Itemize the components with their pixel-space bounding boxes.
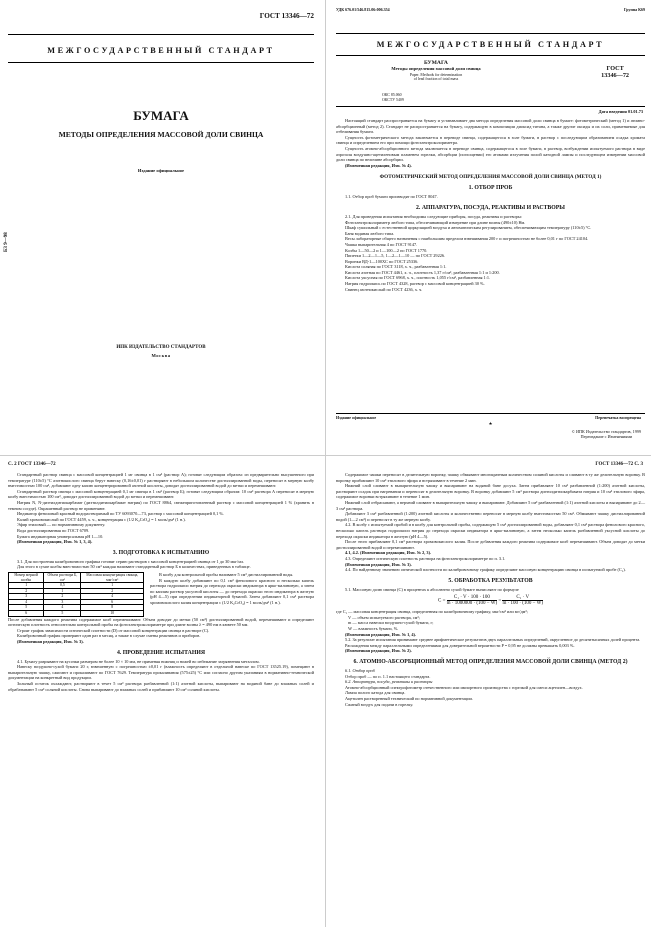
intro-date: Дата введения 01.01.73 xyxy=(598,109,643,114)
section-heading: 4. ПРОВЕДЕНИЕ ИСПЫТАНИЯ xyxy=(116,649,206,656)
formula-numerator: C₁ · V xyxy=(502,595,543,601)
table-cell: 1 xyxy=(9,583,44,589)
paragraph: Для этого в сухие колбы вместимостью 50 см³ каждая наливают стандартный раствор Б в количествах, приведенных в таблице. xyxy=(17,564,251,570)
formula-equals: = xyxy=(498,598,502,604)
intro-paragraph: Сущность атомно-абсорбционного метода заключается в переводе свинца, содержащегося в золе бумаги, в раствор, возбуждении испытуемого раствора в виде аэрозоля воздушно-ацетиленовым пламенем горелки, абсорбции (поглощении) его атомами излучения полой катодной лампы и последующем измерении массовой доли свинца по величине абсорбции. xyxy=(336,145,645,163)
paragraph: 2.1. Для проведения испытания необходимы следующие приборы, посуда, реактивы и растворы: xyxy=(345,213,522,219)
paragraph: Стандартный раствор свинца с массовой концентрацией 0,1 мг свинца в 1 см³ (раствор Б); готовят следующим образом: 10 см³ раствора А переносят в мерную колбу вместимостью 100 см³, доводят дистиллированной водой до метки и перемешивают. xyxy=(8,488,314,500)
paragraph: Калий хромовокислый по ГОСТ 4459, х. ч., концентрация c (1/2 K₂CrO₄) = 1 моль/дм³ (1 н.). xyxy=(17,516,186,522)
page-1-content xyxy=(330,0,651,452)
page-gutter-vertical xyxy=(325,0,326,927)
gost-label: ГОСТ xyxy=(606,65,624,72)
page-gutter-horizontal xyxy=(0,455,651,456)
paragraph: Добавляют 3 см³ разбавленной (1:200) азотной кислоты и количественно переносят в мерную колбу вместимостью 50 см³. Обмывают чашку дистиллированной водой (1—2 см³) и переносят в ту же мерную колбу. xyxy=(336,511,645,522)
table-cell: 8 xyxy=(81,605,144,611)
paragraph: Шкаф сушильный с естественной циркуляцией воздуха и автоматическим регулированием, обеспечивающим температуру (110±5) °С. xyxy=(345,225,592,231)
en-title-1: Paper. Methods for determination xyxy=(409,73,463,77)
table-header: Объем раствора Б, см³ xyxy=(44,572,81,582)
reagent-line: Свинец азотнокислый по ГОСТ 4236, х. ч. xyxy=(345,286,423,292)
paragraph: После этого прибавляют 0,1 см³ раствора хромовокислого калия. После добавления каждого реактива содержимое колб перемешивают. Объем доводят до метки дистиллированной водой и перемешивают. xyxy=(336,539,645,550)
calibration-table xyxy=(8,572,144,617)
standard-header: МЕЖГОСУДАРСТВЕННЫЙ СТАНДАРТ xyxy=(376,40,605,49)
paragraph: 4.1. Бумагу разрывают на кусочки размером не более 10 × 10 мм, не применяя ножниц и ножей во избежание загрязнения металлом. xyxy=(17,658,260,664)
table-cell: 5 xyxy=(9,605,44,611)
paragraph: 5.2. За результат испытания принимают среднее арифметическое результатов двух параллельных определений, округленное до десятитысячных долей процента. xyxy=(345,637,641,643)
table-cell: 6 xyxy=(81,599,144,605)
formula-legend: W — влажность бумаги, %. xyxy=(348,626,399,632)
paragraph: 1.1. Отбор проб бумаги производят по ГОСТ 8047. xyxy=(345,194,438,200)
copyright: © ИПК Издательство стандартов, 1999 xyxy=(571,429,641,434)
intro-paragraph: Сущность фотометрического метода заключается в переводе свинца, содержащегося в золе бумаги, в раствор с последующим образованием осадка хромата свинца и определением его при помощи фотоэлектроколориметра. xyxy=(336,134,645,146)
table-cell: 1 xyxy=(44,588,81,594)
en-title-2: of lead fraction of total mass xyxy=(413,77,459,81)
doc-title: БУМАГА xyxy=(133,108,189,123)
formula-denominator: m · 100 · (100 − W) xyxy=(502,601,543,607)
table-cell: 3 xyxy=(44,599,81,605)
header-rule-top xyxy=(8,34,314,35)
lead-formula xyxy=(336,595,645,606)
formula-lhs: C = xyxy=(438,598,446,604)
footer-star: ★ xyxy=(488,421,493,426)
gost-number: ГОСТ 13346—72 xyxy=(259,12,314,20)
paragraph: Ацетилен растворенный технический по нормативной документации. xyxy=(345,696,473,701)
reagent-line: Пипетки 1—2—1—5, 1—2—1—10 — по ГОСТ 29226. xyxy=(345,253,446,259)
revision-note: (Измененная редакция, Изм. № 4). xyxy=(345,162,412,168)
formula-numerator: C₁ · V · 100 · 100 xyxy=(447,595,498,601)
table-cell: 4 xyxy=(81,594,144,600)
paragraph: 4.3. Определяют оптическую плотность раствора на фотоэлектроколориметре по п. 3.1. xyxy=(345,555,506,561)
paragraph: Бумага индикаторная универсальная рН 1—10. xyxy=(17,533,104,539)
table-cell: 3 xyxy=(9,594,44,600)
running-head: С. 2 ГОСТ 13346—72 xyxy=(8,462,56,467)
revision-note: (Измененная редакция, Изм. № 1, 3, 4). xyxy=(17,539,93,545)
header-rule-bottom xyxy=(8,62,314,63)
paragraph: Сжатый воздух для подачи в горелку. xyxy=(345,701,414,707)
formula-legend: m — масса навески воздушно-сухой бумаги, г; xyxy=(348,620,434,626)
section-heading: 3. ПОДГОТОВКА К ИСПЫТАНИЮ xyxy=(112,549,210,556)
header-rule-bottom xyxy=(336,55,645,56)
paragraph: Калибровочный график проверяют один раз в месяц, а также в случае смены реактивов и приборов. xyxy=(17,633,201,639)
gost-number: 13346—72 xyxy=(601,72,629,79)
page-2-content xyxy=(0,458,322,927)
formula-legend: где C₁ — массовая концентрация свинца, определенная по калибровочному графику, мкг/см³ или мг/дм³; xyxy=(336,609,528,615)
reissue-note: Переиздание с Изменениями xyxy=(580,434,633,440)
paragraph: Баня водяная любого типа. xyxy=(345,230,395,236)
table-cell: 10 xyxy=(81,611,144,617)
footer-reprint: Перепечатка воспрещена xyxy=(595,415,641,420)
revision-note: 4.1, 4.2. (Измененная редакция, Изм. № 2, 3). xyxy=(345,550,432,556)
footer-edition: Издание официальное xyxy=(336,415,377,420)
paragraph: 4.4. По найденному значению оптической плотности по калибровочному графику определяют массовую концентрацию свинца в испытуемой пробе (C₁). xyxy=(345,567,626,573)
paragraph: Эфир этиловый — по нормативному документу. xyxy=(17,522,106,528)
table-cell: 1 xyxy=(81,583,144,589)
reagent-line: Воронки ВД-1—100ХС по ГОСТ 25336. xyxy=(345,258,419,264)
subsection-heading: 6.1. Отбор проб xyxy=(345,668,375,674)
paragraph: 3.1. Для построения калибровочного графика готовят серию растворов с массовой концентрацией свинца от 1 до 30 мкг/мл. xyxy=(17,558,245,564)
header-rule-top xyxy=(336,33,645,34)
publisher: ИПК ИЗДАТЕЛЬСТВО СТАНДАРТОВ xyxy=(116,345,206,350)
udk-code: УДК 676.01/546.815.06:006.354 xyxy=(336,7,390,12)
standard-header: МЕЖГОСУДАРСТВЕННЫЙ СТАНДАРТ xyxy=(47,46,275,55)
paragraph: Лампа полого катода для свинца. xyxy=(345,690,406,696)
rule xyxy=(336,106,645,107)
intro-paragraph: Настоящий стандарт распространяется на бумагу и устанавливает два метода определения массовой доли свинца в бумаге: фотометрический (метод 1) и атомно-абсорбционный (метод 2). Стандарт не распространяется на бумагу, содержащую в композиции диоксид титана, а также другие оксиды и их соли, применяемые для отбеливания бумаги. xyxy=(336,118,645,135)
page-3-content xyxy=(330,458,651,927)
paragraph: Натрия N, N-диэтилдитиокарбамат (диэтилдитиокарбамат натрия) по ГОСТ 8864, свежеприготовленный раствор с массовой концентрацией 1 % (хранить в темном сосуде). Окрашенный раствор не применяют. xyxy=(8,499,314,511)
reagent-line: Колбы 1—50—2 и 1—100—2 по ГОСТ 1770. xyxy=(345,247,428,253)
paragraph: После добавления каждого реактива содержимое колб перемешивают. Объем доводят до метки (50 см³) дистиллированной водой, перемешивают и определяют оптическую плотность относительно контрольной пробы на фотоэлектроколориметре при длине волны λ = 490 нм в кювете 50 мм. xyxy=(8,616,314,628)
doc-subtitle: Методы определения массовой доли свинца xyxy=(391,66,481,71)
paragraph: 4.2. В колбу с испытуемой пробой и в колбу для контрольной пробы, содержащую 5 см³ дистиллированной воды, добавляют 0,1 см³ раствора фенолового красного, несколько капель раствора гидроокиси натрия до перехода окраски индикатора в ярко-малиновую, а затем несколько капель разбавленной уксусной кислоты до перехода окраски индикатора в желтую (рН 4—5). xyxy=(336,522,645,539)
revision-note: (Измененная редакция, Изм. № 3). xyxy=(345,561,412,567)
table-header: Номер мерной колбы xyxy=(9,572,44,582)
table-cell: 4 xyxy=(44,605,81,611)
section-heading: 5. ОБРАБОТКА РЕЗУЛЬТАТОВ xyxy=(448,577,533,584)
table-cell: 2 xyxy=(9,588,44,594)
paragraph: Фотоэлектроколориметр любого типа, обеспечивающий измерение при длине волны (490±10) Нм. xyxy=(345,219,526,225)
reagent-line: Кислота соляная по ГОСТ 3118, х. ч., разбавленная 1:1. xyxy=(345,264,447,270)
paragraph: Атомно-абсорбционный спектрофотометр отечественного или импортного производства с горелкой для смеси ацетилен—воздух. xyxy=(345,684,583,690)
subsection-heading: 6.2. Аппаратура, посуда, реактивы и растворы xyxy=(345,679,433,685)
paragraph: Индикатор феноловый красный водорастворимый по ТУ 6093070—73, раствор с массовой концентрацией 0,1 %. xyxy=(17,511,225,517)
paragraph: Содержимое чашки переносят в делительную воронку, чашку обмывают многократным количеством соляной кислоты и сливают в ту же делительную воронку. В воронку прибавляют 10 см³ этилового эфира и встряхивают в течение 2 мин. xyxy=(336,472,645,483)
table-cell: 5 xyxy=(44,611,81,617)
edition-label: Издание официальное xyxy=(137,168,185,173)
running-head: ГОСТ 13346—72 С. 3 xyxy=(595,462,643,467)
revision-note: (Измененная редакция, Изм. № 1, 4). xyxy=(345,631,417,637)
group-code: Группа К69 xyxy=(624,7,645,12)
paragraph: Нижний слой отбрасывают, а верхний сливают в выпарительную чашку и выпаривают. Добавляют 5 см³ разбавленной (1:1) азотной кислоты и выпаривают до 2—3 см³ раствора. xyxy=(336,499,645,511)
doc-title: БУМАГА xyxy=(424,60,448,66)
reagent-line: Кислота азотная по ГОСТ 4461, х. ч., плотность 1,37 г/см³, разбавленная 1:1 и 1:200. xyxy=(345,269,500,275)
paragraph: Строят график зависимости оптической плотности (D) от массовой концентрации свинца в растворе (C). xyxy=(17,627,210,633)
section-heading: 6. АТОМНО-АБСОРБЦИОННЫЙ МЕТОД ОПРЕДЕЛЕНИЯ МАССОВОЙ ДОЛИ СВИНЦА (МЕТОД 2) xyxy=(353,659,628,666)
table-cell: 2 xyxy=(44,594,81,600)
paragraph: Весы лабораторные общего назначения с наибольшим пределом взвешивания 200 г и погрешностью не более 0,01 г по ГОСТ 24104. xyxy=(345,236,589,242)
table-header: Массовая концентрация свинца, мкг/см³ xyxy=(81,572,144,582)
side-mark: БЗ 9—98 xyxy=(4,232,9,252)
formula-legend: V — объем испытуемого раствора, см³; xyxy=(348,614,420,620)
paragraph: Навеску воздушно-сухой бумаги 20 г, взвешенную с погрешностью ±0,01 г (влажность определяют в отдельной навеске по ГОСТ 13525.19), помещают в выпарительную чашку, сжигают и прокаливают по ГОСТ 7629. Температура прокаливания (575±25) °С или согласно другим указаниям в нормативно-технической документации на конкретный вид продукции. xyxy=(8,664,314,681)
doc-subtitle: МЕТОДЫ ОПРЕДЕЛЕНИЯ МАССОВОЙ ДОЛИ СВИНЦА xyxy=(58,130,264,139)
footer-rule xyxy=(336,413,645,414)
paragraph: Вода дистиллированная по ГОСТ 6709. xyxy=(17,527,90,533)
revision-note: (Измененная редакция, Изм. № 3). xyxy=(17,639,84,645)
table-cell: 0,5 xyxy=(44,583,81,589)
paragraph: Нижний слой сливают в выпарительную чашку и выпаривают на водяной бане досуха. Затем прибавляют 10 см³ разбавленной (1:200) азотной кислоты, растворяют осадок при нагревании и переносят в делительную воронку. В воронку добавляют 5 см³ раствора диэтилдитиокарбамата натрия и 10 см³ этилового эфира, содержимое воронки встряхивают в течение 1 мин. xyxy=(336,483,645,500)
formula-denominator: m · 1000000 · (100 − W) xyxy=(446,601,498,607)
paragraph: Стандартный раствор свинца с массовой концентрацией 1 мг свинца в 1 см³ (раствор А); готовят следующим образом: из предварительно высушенного при температуре (110±5) °С азотнокислого свинца берут навеску (0,16±0,01) г растворяют в небольшом количестве дистиллированной воды, переносят в мерную колбу вместимостью 100 см³, добавляют одну каплю концентрированной азотной кислоты, доводят дистиллированной водой до метки и перемешивают. xyxy=(8,472,314,489)
reagent-line: Натрия гидроокись по ГОСТ 4328, раствор с массовой концентрацией 30 %. xyxy=(345,281,485,287)
paragraph: Зольный остаток охлаждают, растворяют в течет 5 см³ раствора разбавленной (1:1) азотной кислоты, выпаривают на водяной бане до влажных солей и обрабатывают 5 см³ соляной кислоты. Снова выпаривают до влажных солей и прибавляют 10 см³ соляной кислоты. xyxy=(8,681,314,692)
section-heading: 2. АППАРАТУРА, ПОСУДА, РЕАКТИВЫ И РАСТВОРЫ xyxy=(416,204,565,211)
revision-note: (Измененная редакция, Изм. № 2). xyxy=(345,648,412,654)
reagent-line: Кислота уксусная по ГОСТ 6968, х. ч., плотность 1,055 г/см³, разбавленная 1:1. xyxy=(345,275,491,281)
paragraph: В каждую колбу добавляют по 0,1 см³ фенолового красного и несколько капель раствора гидроокиси натрия до перехода окраски индикатора в ярко-малиновую, а затем по каплям раствор уксусной кислоты — до перехода окраски этого индикатора в желтую (рН 4—5) при определении индикаторной бумагой. Затем добавляют 0,1 см³ раствора хромовокислого калия концентрации c (1/2 K₂CrO₄) = 1 моль/дм³ (1 н.). xyxy=(150,577,314,605)
reagent-line: Чашка выпарительная 4 по ГОСТ 9147. xyxy=(345,241,418,247)
page-cover xyxy=(0,0,322,452)
city: Москва xyxy=(151,353,171,358)
paragraph: Отбор проб — по п. 1.1 настоящего стандарта. xyxy=(345,673,431,679)
table-cell: 2 xyxy=(81,588,144,594)
paragraph: 5.1. Массовую долю свинца (C) в процентах к абсолютно сухой бумаге вычисляют по формуле xyxy=(345,586,519,592)
table-cell: 4 xyxy=(9,599,44,605)
okc-code: ОКС 85.060 xyxy=(382,93,402,97)
paragraph: Расхождения между параллельными определениями для доверительной вероятности P = 0,95 не должны превышать 0,003 %. xyxy=(345,642,575,648)
paragraph: В колбу для контрольной пробы наливают 5 см³ дистиллированной воды. xyxy=(159,571,294,577)
method-title: ФОТОМЕТРИЧЕСКИЙ МЕТОД ОПРЕДЕЛЕНИЯ МАССОВОЙ ДОЛИ СВИНЦА (МЕТОД 1) xyxy=(379,174,602,181)
table-cell: 6 xyxy=(9,611,44,617)
okstu-code: ОКСТУ 5409 xyxy=(382,97,404,102)
table-row xyxy=(9,611,144,617)
section-heading: 1. ОТБОР ПРОБ xyxy=(468,185,513,192)
